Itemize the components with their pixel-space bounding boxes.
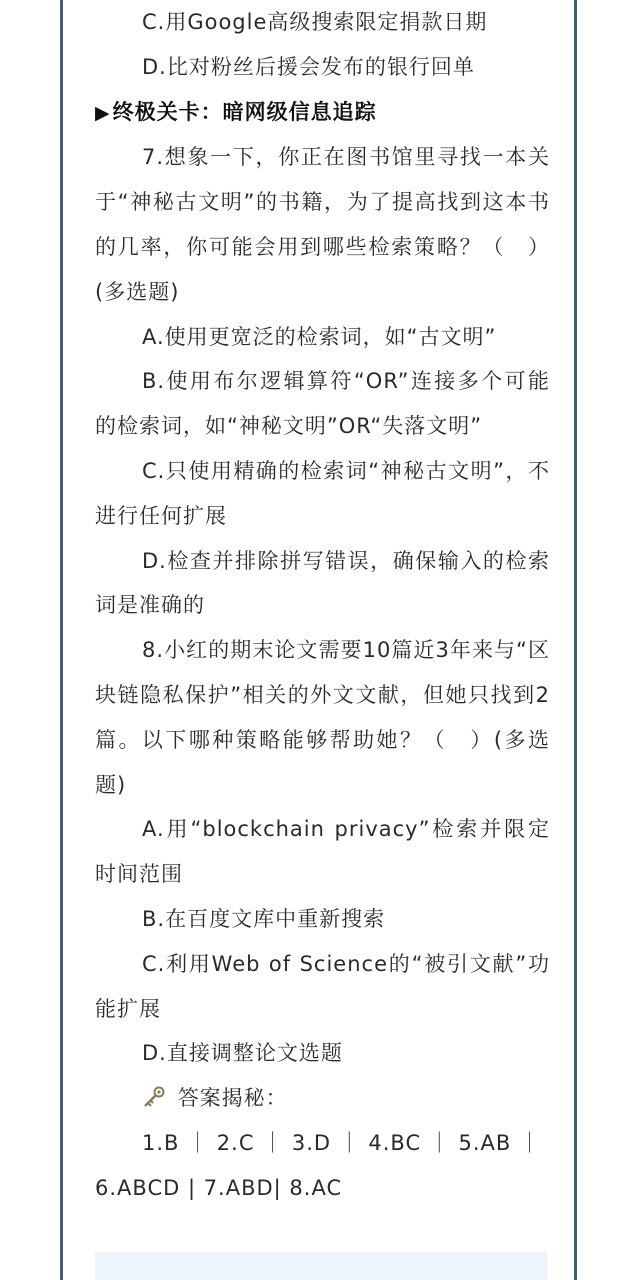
section-heading [95, 90, 550, 136]
triangle-icon: ▶ [95, 101, 111, 124]
question-7-option-c: C.只使用精确的检索词“神秘古文明”，不进行任何扩展 [95, 458, 550, 528]
prev-option-c: C.用Google高级搜索限定捐款日期 [142, 10, 488, 34]
answers-line-2: 6.ABCD | 7.ABD| 8.AC [95, 1175, 343, 1200]
question-8-option-c: C.利用Web of Science的“被引文献”功能扩展 [95, 951, 550, 1021]
answers-line-1: 1.B ｜ 2.C ｜ 3.D ｜ 4.BC ｜ 5.AB ｜ [142, 1130, 541, 1155]
answer-box [95, 1252, 547, 1280]
prev-option-d: D.比对粉丝后援会发布的银行回单 [142, 54, 475, 79]
question-8-option-a: A.用“blockchain privacy”检索并限定时间范围 [95, 817, 550, 887]
question-7-option-b: B.使用布尔逻辑算符“OR”连接多个可能的检索词，如“神秘文明”OR“失落文明” [95, 369, 550, 439]
question-8-option-d: D.直接调整论文选题 [142, 1041, 343, 1066]
question-7-stem: 7.想象一下，你正在图书馆里寻找一本关于“神秘古文明”的书籍，为了提高找到这本书的几率，你可能会用到哪些检索策略？（ ）(多选题) [95, 145, 550, 304]
article-content [95, 0, 550, 1211]
key-icon [142, 1086, 174, 1110]
question-8-stem: 8.小红的期末论文需要10篇近3年来与“区块链隐私保护”相关的外文文献，但她只找到2篇。以下哪种策略能够帮助她？（ ）(多选题) [95, 638, 550, 797]
answers-heading [95, 1076, 550, 1121]
question-7-option-d: D.检查并排除拼写错误，确保输入的检索词是准确的 [95, 548, 550, 618]
answers-label: 答案揭秘： [177, 1086, 288, 1111]
question-7-option-a: A.使用更宽泛的检索词，如“古文明” [142, 324, 497, 349]
section-title: 终极关卡：暗网级信息追踪 [112, 99, 377, 124]
question-8-option-b: B.在百度文库中重新搜索 [142, 906, 386, 931]
